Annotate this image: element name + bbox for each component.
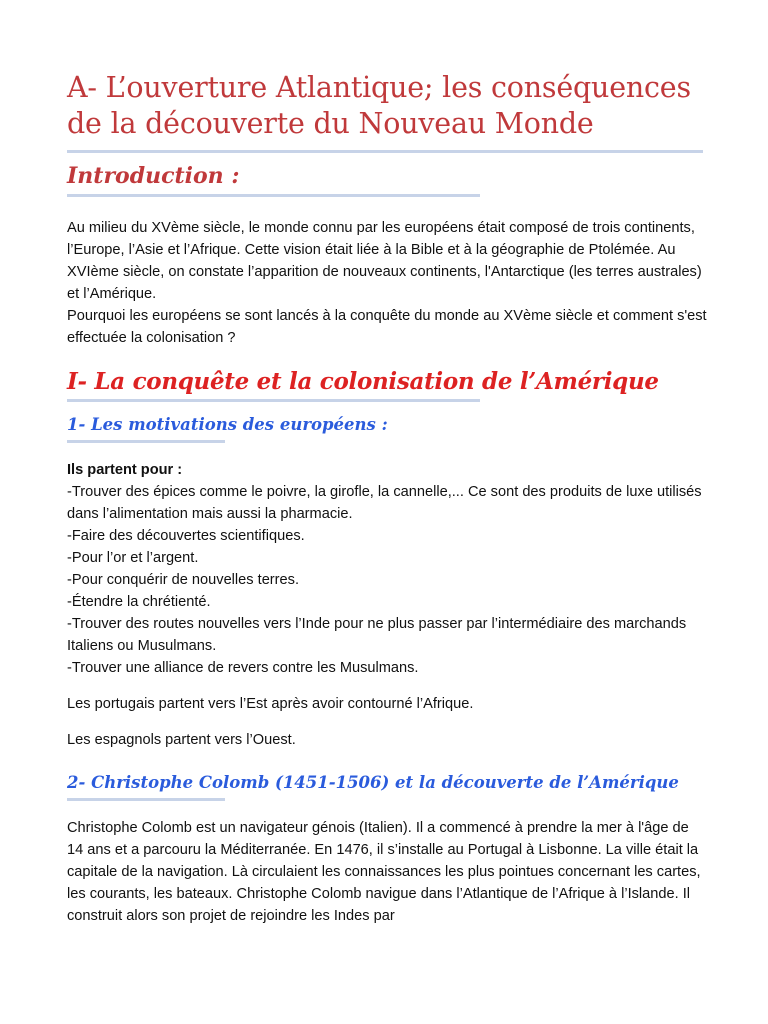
portugais-paragraph: Les portugais partent vers l’Est après avoir contourné l’Afrique. [67,695,474,712]
subsection-2-divider [67,798,225,801]
document-page [67,70,707,928]
motivations-lead: Ils partent pour : [67,462,183,479]
motivation-item: -Faire des découvertes scientifiques. [67,528,305,545]
motivation-item: -Trouver des routes nouvelles vers l’Inde pour ne plus passer par l’intermédiaire des marchands Italiens ou Musulmans. [67,615,687,654]
subsection-1-divider [67,440,225,443]
introduction-divider [67,194,480,197]
motivation-item: -Trouver une alliance de revers contre les Musulmans. [67,659,419,676]
espagnols-paragraph: Les espagnols partent vers l’Ouest. [67,732,296,749]
section-1-divider [67,399,480,402]
subsection-1-heading: 1- Les motivations des européens : [67,415,388,435]
motivation-item: -Pour l’or et l’argent. [67,550,199,567]
motivation-item: -Trouver des épices comme le poivre, la girofle, la cannelle,... Ce sont des produits de luxe utilisés dans l’alimentation mais aussi la pharmacie. [67,484,702,523]
page-title: A- L’ouverture Atlantique; les conséquences de la découverte du Nouveau Monde [67,71,691,140]
motivation-item: -Étendre la chrétienté. [67,593,211,610]
motivation-item: -Pour conquérir de nouvelles terres. [67,571,299,588]
subsection-2-heading: 2- Christophe Colomb (1451-1506) et la découverte de l’Amérique [67,773,679,793]
motivations-block [67,460,707,679]
section-1-heading: I- La conquête et la colonisation de l’Amérique [67,368,659,396]
title-divider [67,150,703,153]
colomb-paragraph: Christophe Colomb est un navigateur génois (Italien). Il a commencé à prendre la mer à l'âge de 14 ans et a parcouru la Méditerranée. En 1476, il s’installe au Portugal à Lisbonne. La ville était la capitale de la navigation. Là circulaient les connaissances les plus pointues concernant les cartes, les courants, les bateaux. Christophe Colomb navigue dans l’Atlantique de l’Afrique à l’Islande. Il construit alors son projet de rejoindre les Indes par [67,820,701,924]
introduction-question: Pourquoi les européens se sont lancés à la conquête du monde au XVème siècle et comment s'est effectuée la colonisation ? [67,307,707,346]
introduction-paragraph: Au milieu du XVème siècle, le monde connu par les européens était composé de trois continents, l’Europe, l’Asie et l’Afrique. Cette vision était liée à la Bible et à la géographie de Ptolémée. Au XVIème siècle, on constate l’apparition de nouveaux continents, l'Antarctique (les terres australes) et l’Amérique. [67,220,702,302]
introduction-heading: Introduction : [67,163,240,189]
